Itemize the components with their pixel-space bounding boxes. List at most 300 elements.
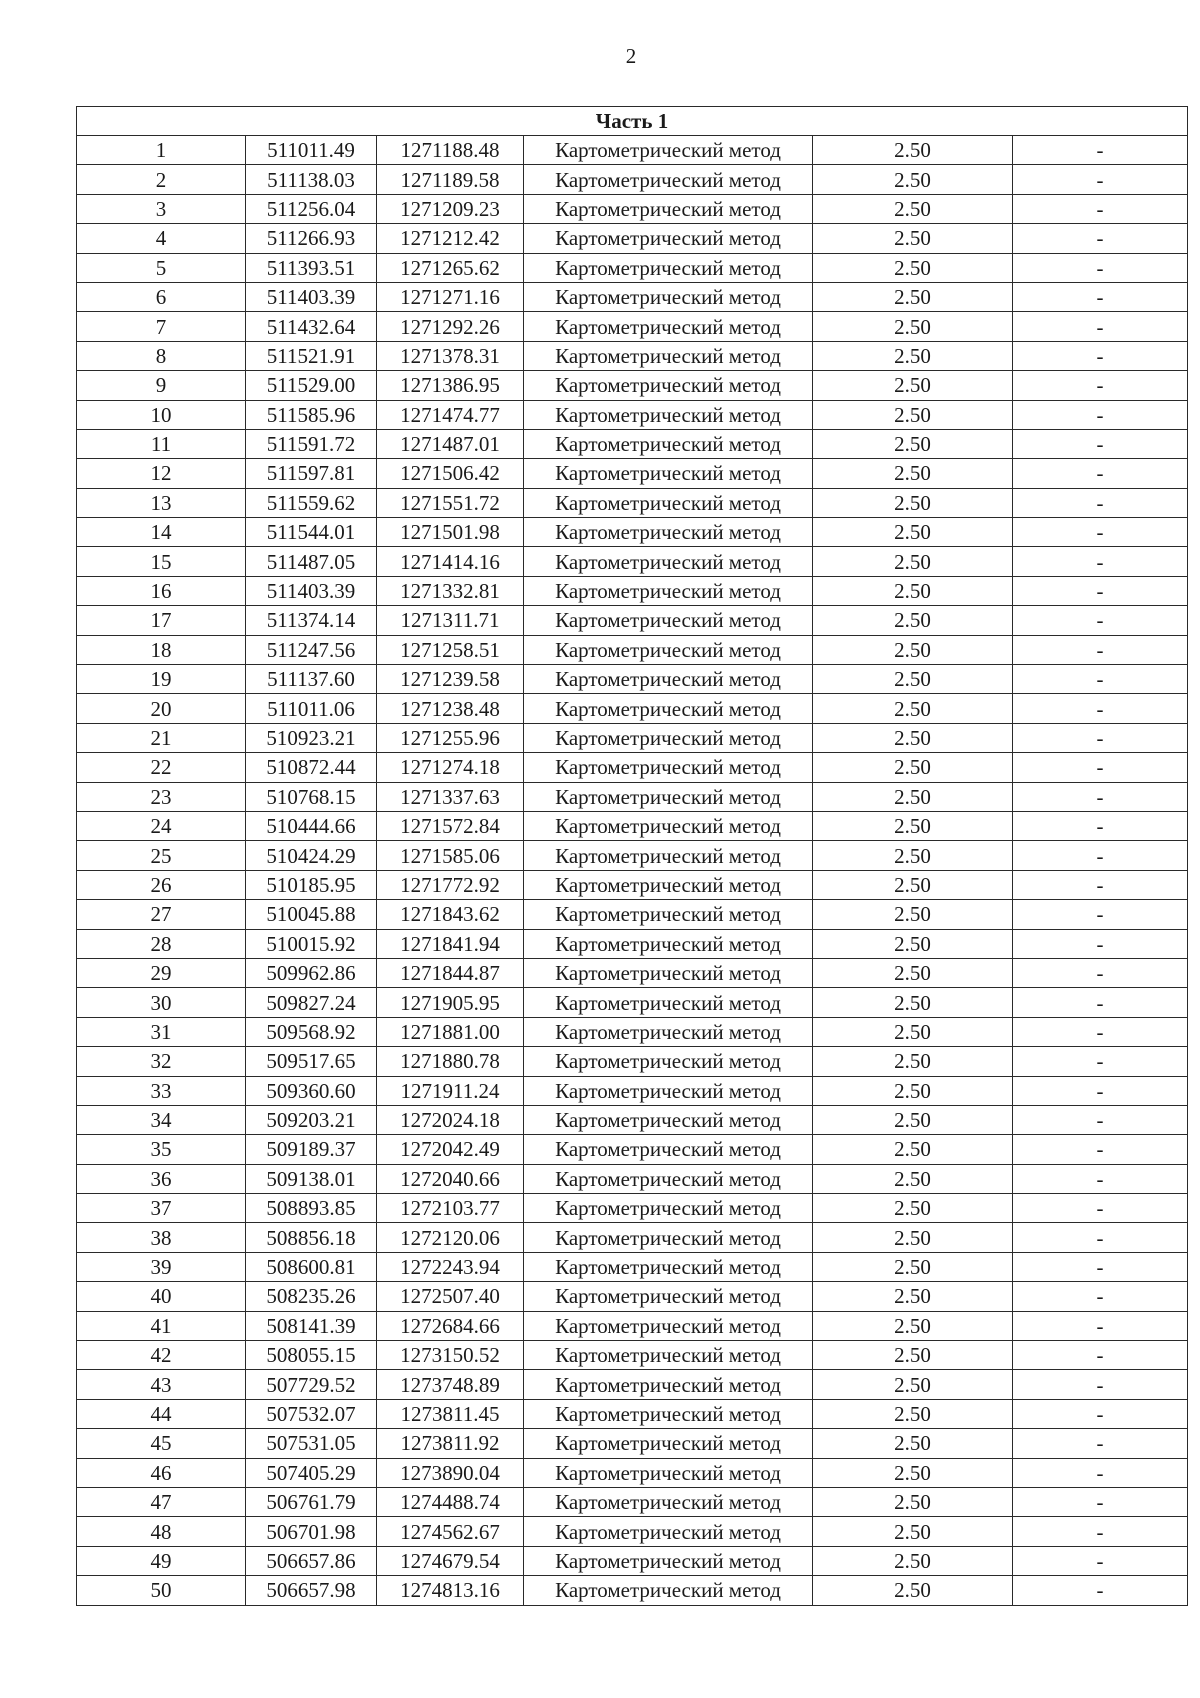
point-number-cell: 8	[77, 341, 246, 370]
accuracy-cell: 2.50	[813, 371, 1013, 400]
accuracy-cell: 2.50	[813, 1576, 1013, 1605]
y-coordinate-cell: 1272103.77	[377, 1194, 524, 1223]
x-coordinate-cell: 508141.39	[246, 1311, 377, 1340]
point-number-cell: 4	[77, 224, 246, 253]
point-number-cell: 16	[77, 576, 246, 605]
table-row	[77, 870, 1188, 899]
description-cell: -	[1013, 723, 1188, 752]
table-row	[77, 929, 1188, 958]
description-cell: -	[1013, 841, 1188, 870]
y-coordinate-cell: 1274488.74	[377, 1487, 524, 1516]
table-row	[77, 1282, 1188, 1311]
description-cell: -	[1013, 1252, 1188, 1281]
method-cell: Картометрический метод	[524, 1370, 813, 1399]
table-row	[77, 371, 1188, 400]
method-cell: Картометрический метод	[524, 518, 813, 547]
table-row	[77, 1458, 1188, 1487]
accuracy-cell: 2.50	[813, 723, 1013, 752]
table-row	[77, 312, 1188, 341]
x-coordinate-cell: 509962.86	[246, 958, 377, 987]
description-cell: -	[1013, 1576, 1188, 1605]
y-coordinate-cell: 1273150.52	[377, 1341, 524, 1370]
x-coordinate-cell: 509189.37	[246, 1135, 377, 1164]
x-coordinate-cell: 511011.06	[246, 694, 377, 723]
description-cell: -	[1013, 1223, 1188, 1252]
table-row	[77, 1517, 1188, 1546]
accuracy-cell: 2.50	[813, 1487, 1013, 1516]
x-coordinate-cell: 509827.24	[246, 988, 377, 1017]
x-coordinate-cell: 511138.03	[246, 165, 377, 194]
accuracy-cell: 2.50	[813, 1105, 1013, 1134]
y-coordinate-cell: 1271189.58	[377, 165, 524, 194]
description-cell: -	[1013, 1546, 1188, 1575]
table-row	[77, 1105, 1188, 1134]
method-cell: Картометрический метод	[524, 194, 813, 223]
x-coordinate-cell: 509203.21	[246, 1105, 377, 1134]
point-number-cell: 7	[77, 312, 246, 341]
point-number-cell: 11	[77, 429, 246, 458]
point-number-cell: 27	[77, 900, 246, 929]
table-row	[77, 429, 1188, 458]
method-cell: Картометрический метод	[524, 488, 813, 517]
x-coordinate-cell: 507405.29	[246, 1458, 377, 1487]
accuracy-cell: 2.50	[813, 606, 1013, 635]
y-coordinate-cell: 1272243.94	[377, 1252, 524, 1281]
method-cell: Картометрический метод	[524, 870, 813, 899]
method-cell: Картометрический метод	[524, 371, 813, 400]
table-row	[77, 282, 1188, 311]
point-number-cell: 26	[77, 870, 246, 899]
accuracy-cell: 2.50	[813, 1282, 1013, 1311]
accuracy-cell: 2.50	[813, 1164, 1013, 1193]
description-cell: -	[1013, 958, 1188, 987]
accuracy-cell: 2.50	[813, 635, 1013, 664]
table-body	[77, 136, 1188, 1606]
x-coordinate-cell: 511393.51	[246, 253, 377, 282]
point-number-cell: 32	[77, 1047, 246, 1076]
method-cell: Картометрический метод	[524, 136, 813, 165]
description-cell: -	[1013, 576, 1188, 605]
y-coordinate-cell: 1271292.26	[377, 312, 524, 341]
accuracy-cell: 2.50	[813, 459, 1013, 488]
y-coordinate-cell: 1271551.72	[377, 488, 524, 517]
y-coordinate-cell: 1271585.06	[377, 841, 524, 870]
x-coordinate-cell: 511256.04	[246, 194, 377, 223]
point-number-cell: 29	[77, 958, 246, 987]
point-number-cell: 46	[77, 1458, 246, 1487]
description-cell: -	[1013, 1341, 1188, 1370]
method-cell: Картометрический метод	[524, 1135, 813, 1164]
table-row	[77, 782, 1188, 811]
accuracy-cell: 2.50	[813, 194, 1013, 223]
x-coordinate-cell: 506701.98	[246, 1517, 377, 1546]
method-cell: Картометрический метод	[524, 1105, 813, 1134]
point-number-cell: 2	[77, 165, 246, 194]
accuracy-cell: 2.50	[813, 1076, 1013, 1105]
table-row	[77, 1576, 1188, 1605]
table-row	[77, 841, 1188, 870]
y-coordinate-cell: 1274813.16	[377, 1576, 524, 1605]
x-coordinate-cell: 511529.00	[246, 371, 377, 400]
accuracy-cell: 2.50	[813, 1546, 1013, 1575]
point-number-cell: 10	[77, 400, 246, 429]
description-cell: -	[1013, 1517, 1188, 1546]
description-cell: -	[1013, 870, 1188, 899]
y-coordinate-cell: 1271487.01	[377, 429, 524, 458]
description-cell: -	[1013, 1047, 1188, 1076]
accuracy-cell: 2.50	[813, 753, 1013, 782]
method-cell: Картометрический метод	[524, 1458, 813, 1487]
page-number: 2	[625, 44, 637, 68]
description-cell: -	[1013, 429, 1188, 458]
description-cell: -	[1013, 1282, 1188, 1311]
x-coordinate-cell: 510424.29	[246, 841, 377, 870]
accuracy-cell: 2.50	[813, 988, 1013, 1017]
method-cell: Картометрический метод	[524, 1017, 813, 1046]
y-coordinate-cell: 1273890.04	[377, 1458, 524, 1487]
method-cell: Картометрический метод	[524, 665, 813, 694]
accuracy-cell: 2.50	[813, 1223, 1013, 1252]
point-number-cell: 48	[77, 1517, 246, 1546]
accuracy-cell: 2.50	[813, 900, 1013, 929]
x-coordinate-cell: 511585.96	[246, 400, 377, 429]
method-cell: Картометрический метод	[524, 341, 813, 370]
table-row	[77, 459, 1188, 488]
x-coordinate-cell: 511544.01	[246, 518, 377, 547]
x-coordinate-cell: 510872.44	[246, 753, 377, 782]
accuracy-cell: 2.50	[813, 929, 1013, 958]
method-cell: Картометрический метод	[524, 1282, 813, 1311]
point-number-cell: 35	[77, 1135, 246, 1164]
y-coordinate-cell: 1271311.71	[377, 606, 524, 635]
x-coordinate-cell: 509360.60	[246, 1076, 377, 1105]
description-cell: -	[1013, 224, 1188, 253]
accuracy-cell: 2.50	[813, 694, 1013, 723]
description-cell: -	[1013, 1076, 1188, 1105]
x-coordinate-cell: 511266.93	[246, 224, 377, 253]
accuracy-cell: 2.50	[813, 165, 1013, 194]
accuracy-cell: 2.50	[813, 282, 1013, 311]
table-row	[77, 635, 1188, 664]
description-cell: -	[1013, 929, 1188, 958]
y-coordinate-cell: 1271880.78	[377, 1047, 524, 1076]
x-coordinate-cell: 506761.79	[246, 1487, 377, 1516]
table-row	[77, 753, 1188, 782]
y-coordinate-cell: 1273811.92	[377, 1429, 524, 1458]
y-coordinate-cell: 1271255.96	[377, 723, 524, 752]
point-number-cell: 17	[77, 606, 246, 635]
y-coordinate-cell: 1271238.48	[377, 694, 524, 723]
point-number-cell: 15	[77, 547, 246, 576]
description-cell: -	[1013, 1164, 1188, 1193]
x-coordinate-cell: 506657.98	[246, 1576, 377, 1605]
table-row	[77, 165, 1188, 194]
point-number-cell: 20	[77, 694, 246, 723]
point-number-cell: 5	[77, 253, 246, 282]
method-cell: Картометрический метод	[524, 1076, 813, 1105]
description-cell: -	[1013, 341, 1188, 370]
method-cell: Картометрический метод	[524, 1341, 813, 1370]
y-coordinate-cell: 1271188.48	[377, 136, 524, 165]
point-number-cell: 45	[77, 1429, 246, 1458]
y-coordinate-cell: 1272042.49	[377, 1135, 524, 1164]
method-cell: Картометрический метод	[524, 282, 813, 311]
x-coordinate-cell: 511432.64	[246, 312, 377, 341]
table-row	[77, 341, 1188, 370]
y-coordinate-cell: 1271474.77	[377, 400, 524, 429]
point-number-cell: 21	[77, 723, 246, 752]
y-coordinate-cell: 1271271.16	[377, 282, 524, 311]
x-coordinate-cell: 510015.92	[246, 929, 377, 958]
accuracy-cell: 2.50	[813, 1194, 1013, 1223]
method-cell: Картометрический метод	[524, 1047, 813, 1076]
point-number-cell: 23	[77, 782, 246, 811]
table-row	[77, 665, 1188, 694]
method-cell: Картометрический метод	[524, 988, 813, 1017]
method-cell: Картометрический метод	[524, 165, 813, 194]
method-cell: Картометрический метод	[524, 224, 813, 253]
description-cell: -	[1013, 1458, 1188, 1487]
table-row	[77, 1076, 1188, 1105]
description-cell: -	[1013, 782, 1188, 811]
method-cell: Картометрический метод	[524, 1429, 813, 1458]
y-coordinate-cell: 1272024.18	[377, 1105, 524, 1134]
y-coordinate-cell: 1271386.95	[377, 371, 524, 400]
accuracy-cell: 2.50	[813, 811, 1013, 840]
table-row	[77, 518, 1188, 547]
point-number-cell: 25	[77, 841, 246, 870]
accuracy-cell: 2.50	[813, 841, 1013, 870]
y-coordinate-cell: 1271209.23	[377, 194, 524, 223]
y-coordinate-cell: 1271844.87	[377, 958, 524, 987]
description-cell: -	[1013, 518, 1188, 547]
table-row	[77, 1399, 1188, 1428]
accuracy-cell: 2.50	[813, 518, 1013, 547]
coordinates-table	[76, 106, 1188, 1606]
x-coordinate-cell: 507729.52	[246, 1370, 377, 1399]
point-number-cell: 39	[77, 1252, 246, 1281]
x-coordinate-cell: 511521.91	[246, 341, 377, 370]
point-number-cell: 44	[77, 1399, 246, 1428]
point-number-cell: 12	[77, 459, 246, 488]
x-coordinate-cell: 507531.05	[246, 1429, 377, 1458]
table-row	[77, 1370, 1188, 1399]
method-cell: Картометрический метод	[524, 723, 813, 752]
y-coordinate-cell: 1271506.42	[377, 459, 524, 488]
x-coordinate-cell: 510768.15	[246, 782, 377, 811]
description-cell: -	[1013, 811, 1188, 840]
description-cell: -	[1013, 312, 1188, 341]
table-row	[77, 606, 1188, 635]
description-cell: -	[1013, 665, 1188, 694]
table-row	[77, 576, 1188, 605]
point-number-cell: 19	[77, 665, 246, 694]
x-coordinate-cell: 511487.05	[246, 547, 377, 576]
table-row	[77, 988, 1188, 1017]
table-row	[77, 1223, 1188, 1252]
accuracy-cell: 2.50	[813, 1311, 1013, 1340]
part-header-row	[77, 107, 1188, 136]
y-coordinate-cell: 1271881.00	[377, 1017, 524, 1046]
x-coordinate-cell: 510444.66	[246, 811, 377, 840]
point-number-cell: 43	[77, 1370, 246, 1399]
point-number-cell: 42	[77, 1341, 246, 1370]
table-row	[77, 1194, 1188, 1223]
accuracy-cell: 2.50	[813, 1252, 1013, 1281]
accuracy-cell: 2.50	[813, 1047, 1013, 1076]
method-cell: Картометрический метод	[524, 429, 813, 458]
y-coordinate-cell: 1271841.94	[377, 929, 524, 958]
x-coordinate-cell: 508055.15	[246, 1341, 377, 1370]
x-coordinate-cell: 510045.88	[246, 900, 377, 929]
accuracy-cell: 2.50	[813, 547, 1013, 576]
x-coordinate-cell: 509138.01	[246, 1164, 377, 1193]
accuracy-cell: 2.50	[813, 312, 1013, 341]
y-coordinate-cell: 1271572.84	[377, 811, 524, 840]
accuracy-cell: 2.50	[813, 488, 1013, 517]
x-coordinate-cell: 508893.85	[246, 1194, 377, 1223]
y-coordinate-cell: 1271212.42	[377, 224, 524, 253]
y-coordinate-cell: 1272684.66	[377, 1311, 524, 1340]
x-coordinate-cell: 509568.92	[246, 1017, 377, 1046]
y-coordinate-cell: 1272507.40	[377, 1282, 524, 1311]
description-cell: -	[1013, 753, 1188, 782]
point-number-cell: 6	[77, 282, 246, 311]
method-cell: Картометрический метод	[524, 1252, 813, 1281]
description-cell: -	[1013, 136, 1188, 165]
description-cell: -	[1013, 1429, 1188, 1458]
method-cell: Картометрический метод	[524, 811, 813, 840]
point-number-cell: 37	[77, 1194, 246, 1223]
description-cell: -	[1013, 635, 1188, 664]
table-row	[77, 253, 1188, 282]
x-coordinate-cell: 506657.86	[246, 1546, 377, 1575]
description-cell: -	[1013, 1017, 1188, 1046]
method-cell: Картометрический метод	[524, 1399, 813, 1428]
x-coordinate-cell: 511247.56	[246, 635, 377, 664]
table-row	[77, 400, 1188, 429]
accuracy-cell: 2.50	[813, 429, 1013, 458]
description-cell: -	[1013, 1487, 1188, 1516]
y-coordinate-cell: 1271265.62	[377, 253, 524, 282]
table-row	[77, 1135, 1188, 1164]
accuracy-cell: 2.50	[813, 224, 1013, 253]
method-cell: Картометрический метод	[524, 929, 813, 958]
point-number-cell: 31	[77, 1017, 246, 1046]
table-row	[77, 1311, 1188, 1340]
description-cell: -	[1013, 1135, 1188, 1164]
table-row	[77, 1341, 1188, 1370]
table-row	[77, 811, 1188, 840]
description-cell: -	[1013, 988, 1188, 1017]
accuracy-cell: 2.50	[813, 576, 1013, 605]
table-row	[77, 1546, 1188, 1575]
point-number-cell: 50	[77, 1576, 246, 1605]
description-cell: -	[1013, 459, 1188, 488]
description-cell: -	[1013, 1370, 1188, 1399]
point-number-cell: 24	[77, 811, 246, 840]
accuracy-cell: 2.50	[813, 870, 1013, 899]
point-number-cell: 36	[77, 1164, 246, 1193]
x-coordinate-cell: 511011.49	[246, 136, 377, 165]
method-cell: Картометрический метод	[524, 841, 813, 870]
y-coordinate-cell: 1271843.62	[377, 900, 524, 929]
description-cell: -	[1013, 400, 1188, 429]
accuracy-cell: 2.50	[813, 782, 1013, 811]
x-coordinate-cell: 510923.21	[246, 723, 377, 752]
description-cell: -	[1013, 282, 1188, 311]
accuracy-cell: 2.50	[813, 1341, 1013, 1370]
y-coordinate-cell: 1274562.67	[377, 1517, 524, 1546]
y-coordinate-cell: 1273748.89	[377, 1370, 524, 1399]
description-cell: -	[1013, 1105, 1188, 1134]
x-coordinate-cell: 509517.65	[246, 1047, 377, 1076]
table-row	[77, 547, 1188, 576]
method-cell: Картометрический метод	[524, 459, 813, 488]
y-coordinate-cell: 1274679.54	[377, 1546, 524, 1575]
method-cell: Картометрический метод	[524, 635, 813, 664]
x-coordinate-cell: 511591.72	[246, 429, 377, 458]
y-coordinate-cell: 1272040.66	[377, 1164, 524, 1193]
y-coordinate-cell: 1271378.31	[377, 341, 524, 370]
method-cell: Картометрический метод	[524, 782, 813, 811]
y-coordinate-cell: 1271911.24	[377, 1076, 524, 1105]
y-coordinate-cell: 1271337.63	[377, 782, 524, 811]
table-row	[77, 1487, 1188, 1516]
point-number-cell: 13	[77, 488, 246, 517]
method-cell: Картометрический метод	[524, 1576, 813, 1605]
method-cell: Картометрический метод	[524, 1164, 813, 1193]
table-row	[77, 488, 1188, 517]
point-number-cell: 22	[77, 753, 246, 782]
y-coordinate-cell: 1271772.92	[377, 870, 524, 899]
y-coordinate-cell: 1271258.51	[377, 635, 524, 664]
x-coordinate-cell: 511403.39	[246, 576, 377, 605]
y-coordinate-cell: 1271332.81	[377, 576, 524, 605]
method-cell: Картометрический метод	[524, 606, 813, 635]
method-cell: Картометрический метод	[524, 753, 813, 782]
y-coordinate-cell: 1271239.58	[377, 665, 524, 694]
point-number-cell: 9	[77, 371, 246, 400]
point-number-cell: 1	[77, 136, 246, 165]
point-number-cell: 47	[77, 1487, 246, 1516]
method-cell: Картометрический метод	[524, 576, 813, 605]
method-cell: Картометрический метод	[524, 312, 813, 341]
point-number-cell: 33	[77, 1076, 246, 1105]
point-number-cell: 30	[77, 988, 246, 1017]
description-cell: -	[1013, 371, 1188, 400]
table-row	[77, 194, 1188, 223]
description-cell: -	[1013, 1399, 1188, 1428]
accuracy-cell: 2.50	[813, 253, 1013, 282]
table-row	[77, 958, 1188, 987]
accuracy-cell: 2.50	[813, 1399, 1013, 1428]
method-cell: Картометрический метод	[524, 900, 813, 929]
method-cell: Картометрический метод	[524, 694, 813, 723]
method-cell: Картометрический метод	[524, 1194, 813, 1223]
accuracy-cell: 2.50	[813, 1135, 1013, 1164]
y-coordinate-cell: 1272120.06	[377, 1223, 524, 1252]
description-cell: -	[1013, 547, 1188, 576]
method-cell: Картометрический метод	[524, 1311, 813, 1340]
accuracy-cell: 2.50	[813, 1017, 1013, 1046]
method-cell: Картометрический метод	[524, 400, 813, 429]
y-coordinate-cell: 1273811.45	[377, 1399, 524, 1428]
point-number-cell: 28	[77, 929, 246, 958]
y-coordinate-cell: 1271905.95	[377, 988, 524, 1017]
point-number-cell: 14	[77, 518, 246, 547]
method-cell: Картометрический метод	[524, 1223, 813, 1252]
